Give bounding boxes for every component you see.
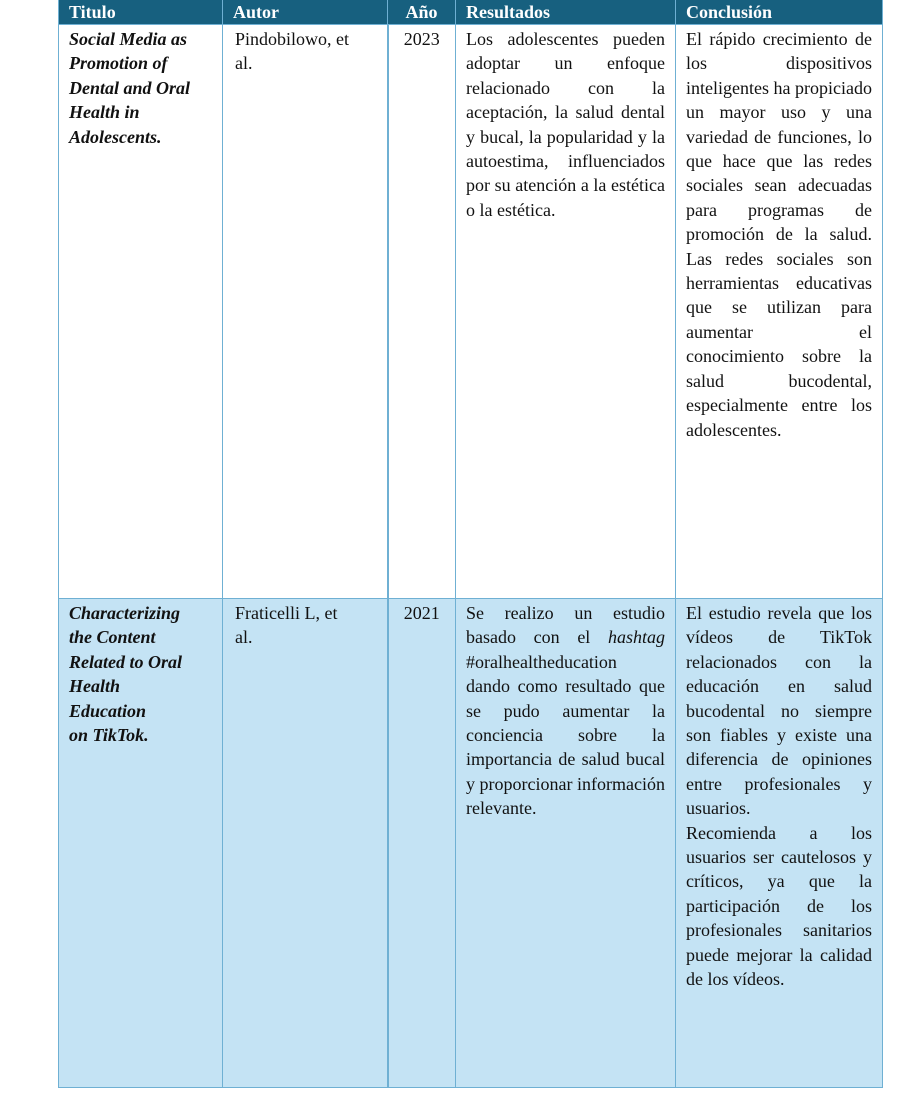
row2-title-line: on TikTok. xyxy=(69,725,149,746)
row2-year-cell: 2021 xyxy=(388,599,456,1088)
row2-title-line: the Content xyxy=(69,627,156,648)
row2-title-line: Related to Oral xyxy=(69,651,182,672)
table-row xyxy=(59,25,883,599)
row2-title-line: Education xyxy=(69,700,147,721)
row1-author-line: Pindobilowo, et xyxy=(235,29,350,49)
row1-results-cell: Los adolescentes pueden adoptar un enfoque relacionado con la aceptación, la salud dental y bucal, la popularidad y la autoestima, influenciados por su atención a la estética o la estética. xyxy=(456,25,676,599)
row2-results-hashtag-word: hashtag xyxy=(607,627,665,648)
row2-conclusion-cell xyxy=(676,599,883,1088)
header-anio: Año xyxy=(388,0,456,25)
row1-title-line: Promotion of xyxy=(69,53,168,74)
header-row xyxy=(59,0,883,25)
literature-review-table xyxy=(58,0,883,1088)
row1-author-line: al. xyxy=(235,53,253,74)
row2-results-suffix: #oralhealtheducation dando como resultado que se pudo aumentar la conciencia sobre la importancia de salud bucal y proporcionar información relevante. xyxy=(466,651,665,819)
row2-conclusion-paragraph-2: Recomienda a los usuarios ser cautelosos y críticos, ya que la participación de los profesionales sanitarios puede mejorar la calidad de los vídeos. xyxy=(686,822,872,990)
row1-title-line: Social Media as xyxy=(69,29,188,49)
row2-author-cell xyxy=(223,599,388,1088)
row2-results-prefix: Se realizo un estudio basado con el xyxy=(466,603,665,648)
row2-title-line: Characterizing xyxy=(69,603,181,623)
header-conclusion: Conclusión xyxy=(676,0,883,25)
row2-title-cell xyxy=(59,599,223,1088)
row1-year-cell: 2023 xyxy=(388,25,456,599)
table-row xyxy=(59,599,883,1088)
row2-title-line: Health xyxy=(69,676,121,697)
row2-conclusion-paragraph-1: El estudio revela que los vídeos de TikTok relacionados con la educación en salud bucodental no siempre son fiables y existe una diferencia de opiniones entre profesionales y usuarios. xyxy=(686,603,872,819)
header-autor: Autor xyxy=(223,0,388,25)
row1-conclusion-cell: El rápido crecimiento de los dispositivos inteligentes ha propiciado un mayor uso y una variedad de funciones, lo que hace que las redes sociales sean adecuadas para programas de promoción de la salud. Las redes sociales son herramientas educativas que se utilizan para aumentar el conocimiento sobre la salud bucodental, especialmente entre los adolescentes. xyxy=(676,25,883,599)
header-resultados: Resultados xyxy=(456,0,676,25)
header-titulo: Titulo xyxy=(59,0,223,25)
row1-title-line: Dental and Oral xyxy=(69,77,191,98)
row1-author-cell xyxy=(223,25,388,599)
row1-title-line: Health in xyxy=(69,102,140,123)
row1-title-line: Adolescents. xyxy=(69,126,162,147)
row2-author-line: Fraticelli L, et xyxy=(235,603,338,623)
row2-results-cell xyxy=(456,599,676,1088)
row2-author-line: al. xyxy=(235,627,253,648)
row1-title-cell xyxy=(59,25,223,599)
